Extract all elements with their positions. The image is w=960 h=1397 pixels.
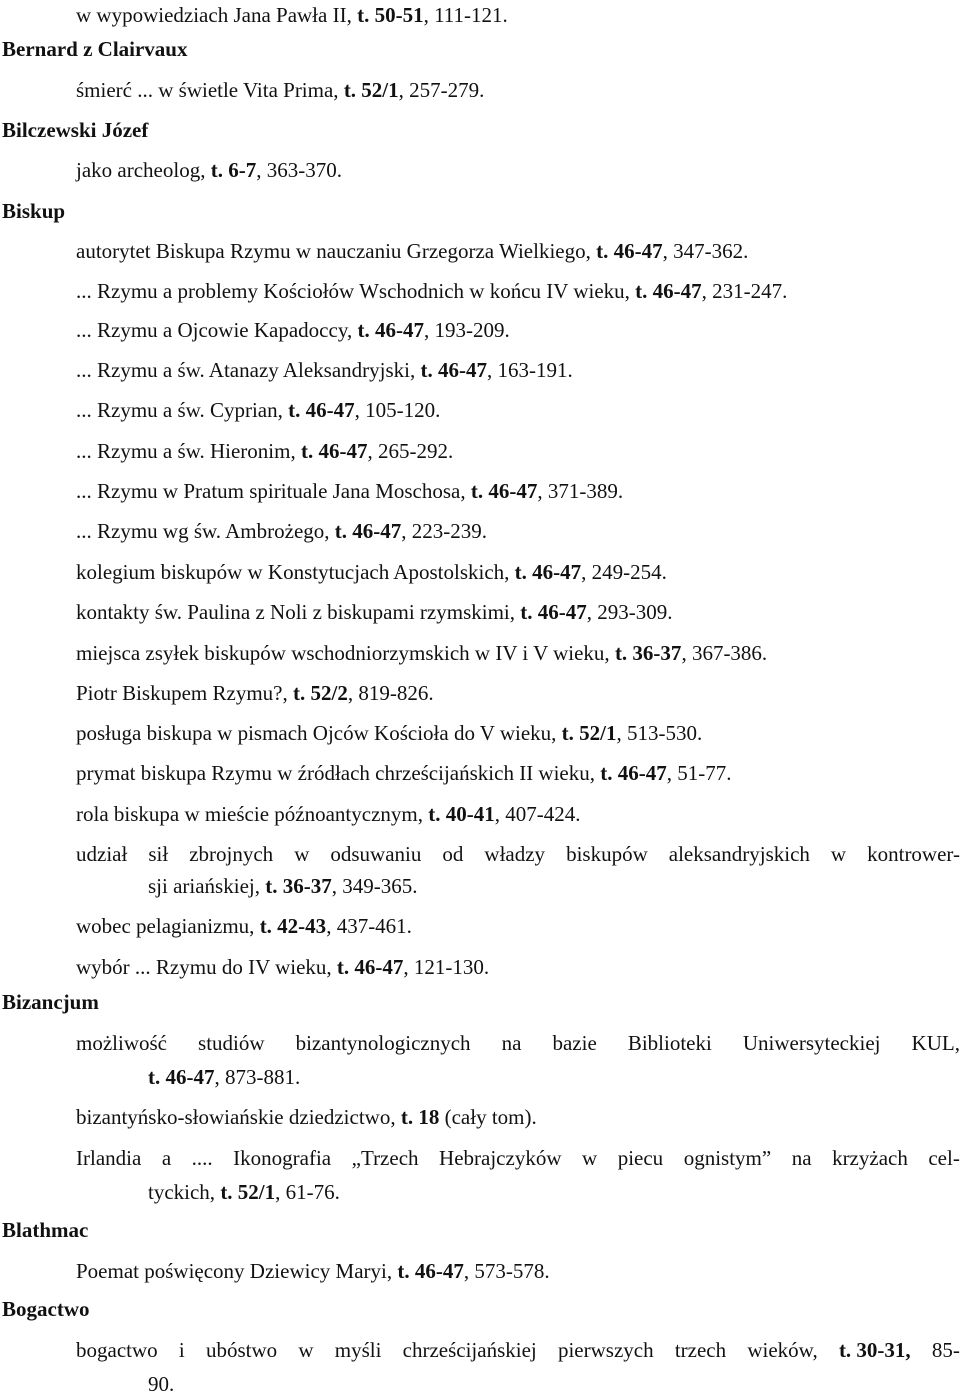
index-entry: [76, 2, 508, 28]
index-entry-continuation: [148, 873, 417, 899]
entry-title: jako archeolog,: [76, 158, 211, 182]
entry-volume: t. 46-47: [334, 519, 402, 543]
index-entry: [76, 760, 732, 786]
entry-pages: , 873-881.: [214, 1065, 301, 1089]
entry-word: 85-: [931, 1338, 960, 1362]
heading-text: Blathmac: [2, 1218, 89, 1242]
index-entry: [76, 913, 412, 939]
entry-pages: , 347-362.: [662, 239, 749, 263]
entry-word: trzech: [674, 1338, 727, 1362]
entry-title: wobec pelagianizmu,: [76, 914, 260, 938]
entry-volume: t. 46-47: [148, 1065, 215, 1089]
entry-word: bogactwo: [76, 1338, 158, 1362]
index-entry: [76, 278, 787, 304]
entry-title: ... Rzymu a św. Cyprian,: [76, 398, 289, 422]
entry-word: t. 30-31,: [838, 1338, 911, 1362]
index-entry: [76, 1104, 537, 1130]
entry-volume: t. 52/1: [343, 78, 399, 102]
entry-title: śmierć ... w świetle Vita Prima,: [76, 78, 344, 102]
index-entry: [76, 559, 667, 585]
entry-pages: , 231-247.: [701, 279, 788, 303]
entry-pages: , 407-424.: [494, 802, 581, 826]
entry-volume: t. 36-37: [614, 641, 682, 665]
entry-pages: , 121-130.: [403, 955, 490, 979]
index-entry: [76, 1337, 960, 1363]
entry-title: autorytet Biskupa Rzymu w nauczaniu Grzegorza Wielkiego,: [76, 239, 597, 263]
entry-volume: t. 46-47: [514, 560, 582, 584]
entry-pages: , 249-254.: [581, 560, 667, 584]
entry-word: KUL,: [911, 1031, 960, 1055]
entry-word: „Trzech: [351, 1146, 419, 1170]
heading-text: Bizancjum: [2, 990, 99, 1014]
entry-pages: , 371-389.: [537, 479, 624, 503]
entry-title: 90.: [148, 1372, 175, 1396]
entry-word: biskupów: [566, 842, 648, 866]
entry-title: kolegium biskupów w Konstytucjach Apostolskich,: [76, 560, 515, 584]
entry-title: w wypowiedziach Jana Pawła II,: [76, 3, 358, 27]
heading-text: Bogactwo: [2, 1297, 90, 1321]
entry-title: wybór ... Rzymu do IV wieku,: [76, 955, 337, 979]
entry-word: i: [178, 1338, 185, 1362]
entry-title: kontakty św. Paulina z Noli z biskupami rzymskimi,: [76, 600, 521, 624]
entry-title: tyckich,: [148, 1180, 221, 1204]
entry-word: w: [294, 842, 310, 866]
entry-volume: t. 36-37: [265, 874, 332, 898]
entry-word: myśli: [334, 1338, 382, 1362]
entry-pages: , 573-578.: [463, 1259, 550, 1283]
entry-word: odsuwaniu: [330, 842, 422, 866]
entry-word: a: [161, 1146, 172, 1170]
entry-title: Poemat poświęcony Dziewicy Maryi,: [76, 1259, 398, 1283]
entry-title: sji ariańskiej,: [148, 874, 266, 898]
index-heading: [2, 1296, 90, 1322]
entry-word: bazie: [552, 1031, 597, 1055]
index-heading: [2, 1217, 88, 1243]
index-entry: [76, 157, 342, 183]
entry-volume: t. 46-47: [600, 761, 667, 785]
entry-word: aleksandryjskich: [668, 842, 810, 866]
entry-word: wieków,: [747, 1338, 818, 1362]
entry-title: ... Rzymu a św. Hieronim,: [76, 439, 301, 463]
entry-title: ... Rzymu a Ojcowie Kapadoccy,: [76, 318, 358, 342]
entry-pages: , 363-370.: [256, 158, 342, 182]
entry-word: sił: [148, 842, 169, 866]
index-entry-continuation: [148, 1179, 340, 1205]
entry-pages: (cały tom).: [439, 1105, 537, 1129]
heading-text: Biskup: [2, 199, 66, 223]
entry-word: Ikonografia: [233, 1146, 332, 1170]
index-entry: [76, 438, 453, 464]
entry-pages: , 193-209.: [423, 318, 510, 342]
index-entry: [76, 841, 960, 867]
entry-volume: t. 52/2: [293, 681, 348, 705]
entry-word: kontrower-: [867, 842, 960, 866]
entry-title: ... Rzymu w Pratum spirituale Jana Moschosa,: [76, 479, 471, 503]
entry-title: bizantyńsko-słowiańskie dziedzictwo,: [76, 1105, 401, 1129]
entry-word: władzy: [484, 842, 546, 866]
entry-volume: t. 6-7: [210, 158, 257, 182]
entry-word: możliwość: [76, 1031, 167, 1055]
entry-volume: t. 42-43: [259, 914, 327, 938]
entry-word: studiów: [198, 1031, 265, 1055]
index-entry: [76, 518, 487, 544]
entry-pages: , 265-292.: [367, 439, 454, 463]
entry-volume: t. 52/1: [220, 1180, 276, 1204]
entry-pages: , 257-279.: [398, 78, 485, 102]
entry-word: Irlandia: [76, 1146, 142, 1170]
entry-word: chrześcijańskiej: [402, 1338, 537, 1362]
index-heading: [2, 36, 187, 62]
entry-volume: t. 50-51: [357, 3, 424, 27]
entry-title: ... Rzymu a św. Atanazy Aleksandryjski,: [76, 358, 421, 382]
entry-word: cel-: [928, 1146, 960, 1170]
index-entry: [76, 238, 748, 264]
entry-title: ... Rzymu a problemy Kościołów Wschodnich w końcu IV wieku,: [76, 279, 636, 303]
index-entry-continuation: [148, 1371, 174, 1397]
entry-volume: t. 18: [400, 1105, 440, 1129]
index-entry: [76, 478, 623, 504]
entry-volume: t. 46-47: [357, 318, 424, 342]
entry-pages: , 293-309.: [586, 600, 673, 624]
index-entry-continuation: [148, 1064, 300, 1090]
entry-pages: , 349-365.: [331, 874, 418, 898]
index-entry: [76, 640, 767, 666]
entry-word: w: [582, 1146, 598, 1170]
entry-word: w: [830, 842, 847, 866]
entry-volume: t. 52/1: [561, 721, 617, 745]
entry-word: na: [791, 1146, 812, 1170]
entry-pages: , 513-530.: [616, 721, 703, 745]
index-heading: [2, 989, 99, 1015]
entry-pages: , 61-76.: [275, 1180, 340, 1204]
entry-word: Biblioteki: [627, 1031, 712, 1055]
index-entry: [76, 1258, 550, 1284]
entry-volume: t. 46-47: [420, 358, 488, 382]
entry-pages: , 437-461.: [326, 914, 412, 938]
entry-word: Uniwersyteckiej: [742, 1031, 881, 1055]
entry-word: na: [501, 1031, 522, 1055]
entry-title: miejsca zsyłek biskupów wschodniorzymskich w IV i V wieku,: [76, 641, 615, 665]
entry-volume: t. 46-47: [336, 955, 404, 979]
entry-pages: , 111-121.: [423, 3, 508, 27]
entry-word: w: [298, 1338, 314, 1362]
entry-title: rola biskupa w mieście późnoantycznym,: [76, 802, 429, 826]
entry-pages: , 367-386.: [681, 641, 768, 665]
heading-text: Bilczewski Józef: [2, 118, 149, 142]
entry-word: udział: [76, 842, 128, 866]
entry-title: posługa biskupa w pismach Ojców Kościoła do V wieku,: [76, 721, 562, 745]
heading-text: Bernard z Clairvaux: [2, 37, 188, 61]
index-entry: [76, 397, 440, 423]
index-entry: [76, 599, 673, 625]
entry-word: ....: [191, 1146, 213, 1170]
entry-volume: t. 46-47: [470, 479, 538, 503]
entry-word: od: [442, 842, 464, 866]
entry-title: prymat biskupa Rzymu w źródłach chrześcijańskich II wieku,: [76, 761, 601, 785]
entry-volume: t. 46-47: [300, 439, 368, 463]
index-entry: [76, 720, 702, 746]
index-entry: [76, 317, 510, 343]
entry-word: piecu: [617, 1146, 664, 1170]
entry-pages: , 223-239.: [401, 519, 488, 543]
entry-word: ognistym”: [683, 1146, 772, 1170]
entry-title: ... Rzymu wg św. Ambrożego,: [76, 519, 335, 543]
entry-word: pierwszych: [557, 1338, 654, 1362]
entry-volume: t. 46-47: [520, 600, 587, 624]
entry-volume: t. 46-47: [397, 1259, 464, 1283]
entry-word: zbrojnych: [189, 842, 274, 866]
entry-volume: t. 46-47: [635, 279, 702, 303]
index-entry: [76, 1145, 960, 1171]
entry-word: krzyżach: [832, 1146, 908, 1170]
entry-pages: , 105-120.: [354, 398, 441, 422]
index-entry: [76, 1030, 960, 1056]
index-entry: [76, 680, 434, 706]
entry-volume: t. 46-47: [288, 398, 355, 422]
entry-word: Hebrajczyków: [439, 1146, 562, 1170]
entry-word: bizantynologicznych: [295, 1031, 471, 1055]
index-heading: [2, 198, 65, 224]
index-entry: [76, 357, 573, 383]
index-entry: [76, 801, 580, 827]
entry-pages: , 163-191.: [487, 358, 573, 382]
index-heading: [2, 117, 148, 143]
index-entry: [76, 77, 484, 103]
entry-word: ubóstwo: [205, 1338, 278, 1362]
entry-volume: t. 46-47: [596, 239, 663, 263]
entry-pages: , 819-826.: [347, 681, 434, 705]
entry-pages: , 51-77.: [666, 761, 732, 785]
index-entry: [76, 954, 489, 980]
entry-volume: t. 40-41: [428, 802, 495, 826]
entry-title: Piotr Biskupem Rzymu?,: [76, 681, 293, 705]
